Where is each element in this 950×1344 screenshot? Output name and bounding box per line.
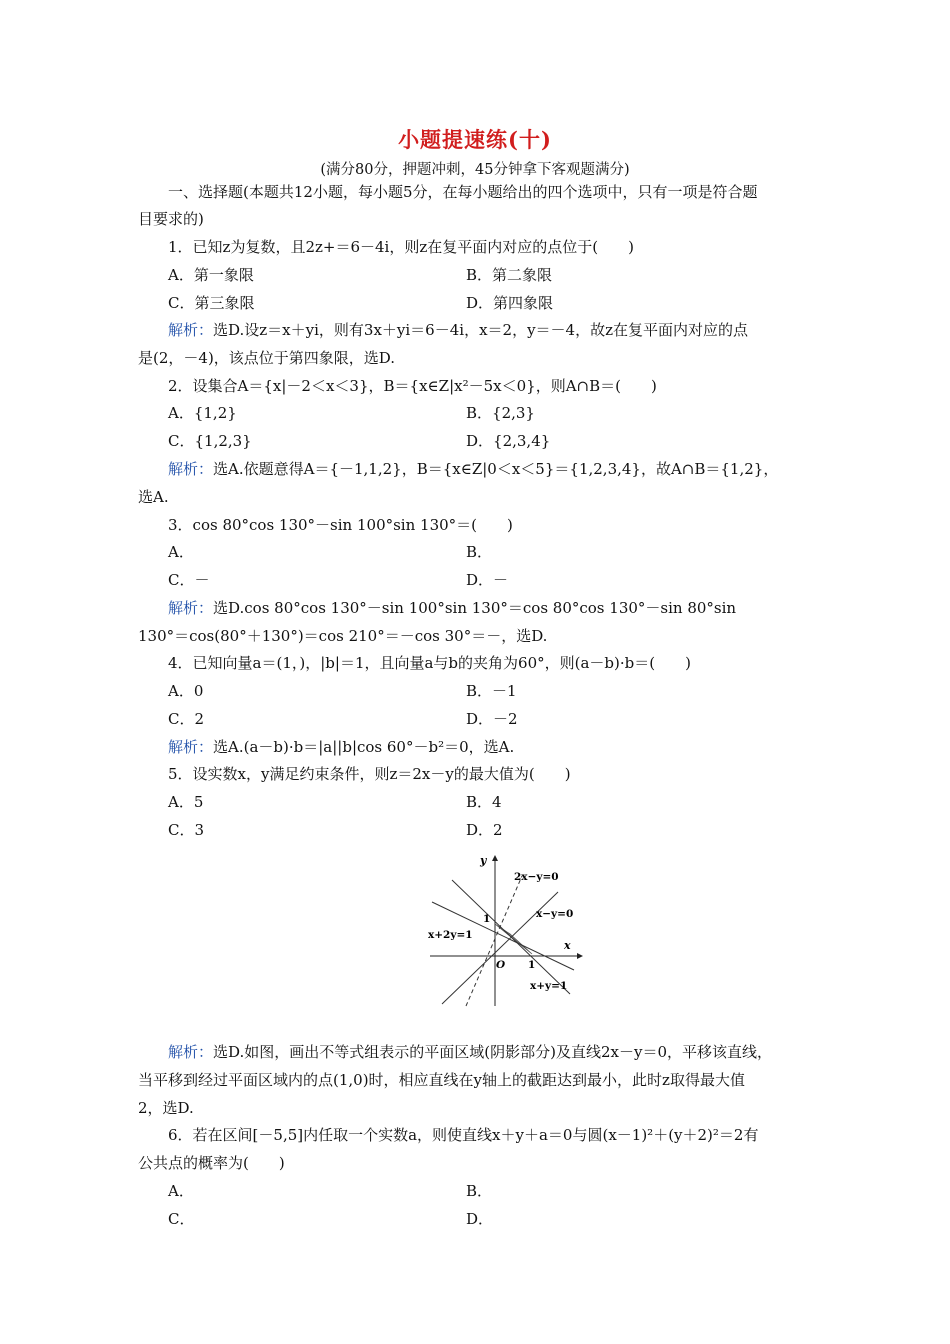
- q2-option-c: C．{1,2,3}: [168, 432, 252, 450]
- q5-option-a: A．5: [168, 793, 204, 811]
- q3-stem: 3．cos 80°cos 130°－sin 100°sin 130°＝( ): [168, 516, 513, 534]
- x-tick-1: 1: [528, 959, 536, 971]
- q4-stem: 4．已知向量a＝(1，)，|b|＝1，且向量a与b的夹角为60°，则(a－b)·b＝( ): [168, 654, 691, 672]
- q3-analysis-line-1: [168, 597, 736, 619]
- q3-option-a: A．: [168, 543, 194, 561]
- label-x-plus-2y: x+2y=1: [428, 929, 473, 941]
- page-subtitle: (满分80分，押题冲刺，45分钟拿下客观题满分): [320, 162, 630, 178]
- q2-option-a: A．{1,2}: [168, 404, 237, 422]
- q2-option-d: D．{2,3,4}: [466, 432, 551, 450]
- q4-option-c: C．2: [168, 710, 205, 728]
- section-heading-line-2: 目要求的): [138, 210, 204, 228]
- section-heading-line-1: 一、选择题(本题共12小题，每小题5分，在每小题给出的四个选项中，只有一项是符合题: [168, 183, 758, 201]
- q2-analysis-line-1: [168, 458, 778, 480]
- analysis-label: 解析：: [168, 599, 214, 617]
- origin-label: O: [496, 959, 506, 971]
- q2-stem: 2．设集合A＝{x|－2＜x＜3}，B＝{x∈Z|x²－5x＜0}，则A∩B＝( ): [168, 377, 657, 395]
- q6-option-d: D．: [466, 1210, 494, 1228]
- q6-option-c: C．: [168, 1210, 195, 1228]
- q1-option-c: C．第三象限: [168, 294, 255, 312]
- q3-analysis-text: 选D.cos 80°cos 130°－sin 100°sin 130°＝cos 80°cos 130°－sin 80°sin: [213, 599, 737, 617]
- q1-option-d: D．第四象限: [466, 294, 554, 312]
- q6-option-b: B．: [466, 1182, 493, 1200]
- analysis-label: 解析：: [168, 1043, 214, 1061]
- q6-stem-line-2: 公共点的概率为( ): [138, 1154, 285, 1172]
- label-2x-minus-y: 2x−y=0: [514, 871, 559, 883]
- x-axis-label: x: [564, 939, 571, 952]
- q6-stem-line-1: 6．若在区间[－5,5]内任取一个实数a，则使直线x＋y＋a＝0与圆(x－1)²＋(y＋2)²＝2有: [168, 1126, 759, 1144]
- q5-analysis-line-3: 2，选D.: [138, 1099, 194, 1117]
- analysis-label: 解析：: [168, 460, 214, 478]
- y-axis-label: y: [480, 854, 487, 867]
- q1-analysis-line-1: [168, 319, 748, 341]
- q5-analysis-text: 选D.如图，画出不等式组表示的平面区域(阴影部分)及直线2x－y＝0，平移该直线，: [213, 1043, 773, 1061]
- q4-option-b: B．－1: [466, 682, 517, 700]
- q3-option-b: B．: [466, 543, 493, 561]
- q3-option-d: D．－: [466, 571, 509, 589]
- q5-region-figure: [420, 850, 590, 1010]
- q2-analysis-line-2: 选A.: [138, 488, 169, 506]
- analysis-label: 解析：: [168, 738, 214, 756]
- q5-analysis-line-2: 当平移到经过平面区域内的点(1,0)时，相应直线在y轴上的截距达到最小，此时z取得最大值: [138, 1071, 745, 1089]
- q5-option-b: B．4: [466, 793, 502, 811]
- q1-option-a: A．第一象限: [168, 266, 254, 284]
- q2-option-b: B．{2,3}: [466, 404, 535, 422]
- label-x-plus-y: x+y=1: [530, 980, 568, 992]
- q5-stem: 5．设实数x，y满足约束条件，则z＝2x－y的最大值为( ): [168, 765, 571, 783]
- q4-analysis-text: 选A.(a－b)·b＝|a||b|cos 60°－b²＝0，选A.: [213, 738, 515, 756]
- q1-stem: 1．已知z为复数，且2z+＝6－4i，则z在复平面内对应的点位于( ): [168, 238, 634, 256]
- q2-analysis-text: 选A.依题意得A＝{－1,1,2}，B＝{x∈Z|0＜x＜5}＝{1,2,3,4}，故A∩B＝{1,2}，: [213, 460, 779, 478]
- q4-analysis-line-1: [168, 736, 514, 758]
- q3-analysis-line-2: 130°＝cos(80°＋130°)＝cos 210°＝－cos 30°＝－，选D.: [138, 627, 548, 645]
- q3-option-c: C．－: [168, 571, 210, 589]
- q6-option-a: A．: [168, 1182, 194, 1200]
- q5-analysis-line-1: [168, 1041, 772, 1063]
- page-title: 小题提速练(十): [398, 127, 552, 152]
- q1-analysis-text: 选D.设z＝x＋yi，则有3x＋yi＝6－4i，x＝2，y＝－4，故z在复平面内对应的点: [213, 321, 748, 339]
- q1-analysis-line-2: 是(2，－4)，该点位于第四象限，选D.: [138, 349, 396, 367]
- q4-option-a: A．0: [168, 682, 204, 700]
- label-x-minus-y: x−y=0: [536, 908, 574, 920]
- q5-option-c: C．3: [168, 821, 205, 839]
- q5-option-d: D．2: [466, 821, 503, 839]
- q4-option-d: D．－2: [466, 710, 518, 728]
- analysis-label: 解析：: [168, 321, 214, 339]
- y-tick-1: 1: [483, 913, 491, 925]
- q1-option-b: B．第二象限: [466, 266, 553, 284]
